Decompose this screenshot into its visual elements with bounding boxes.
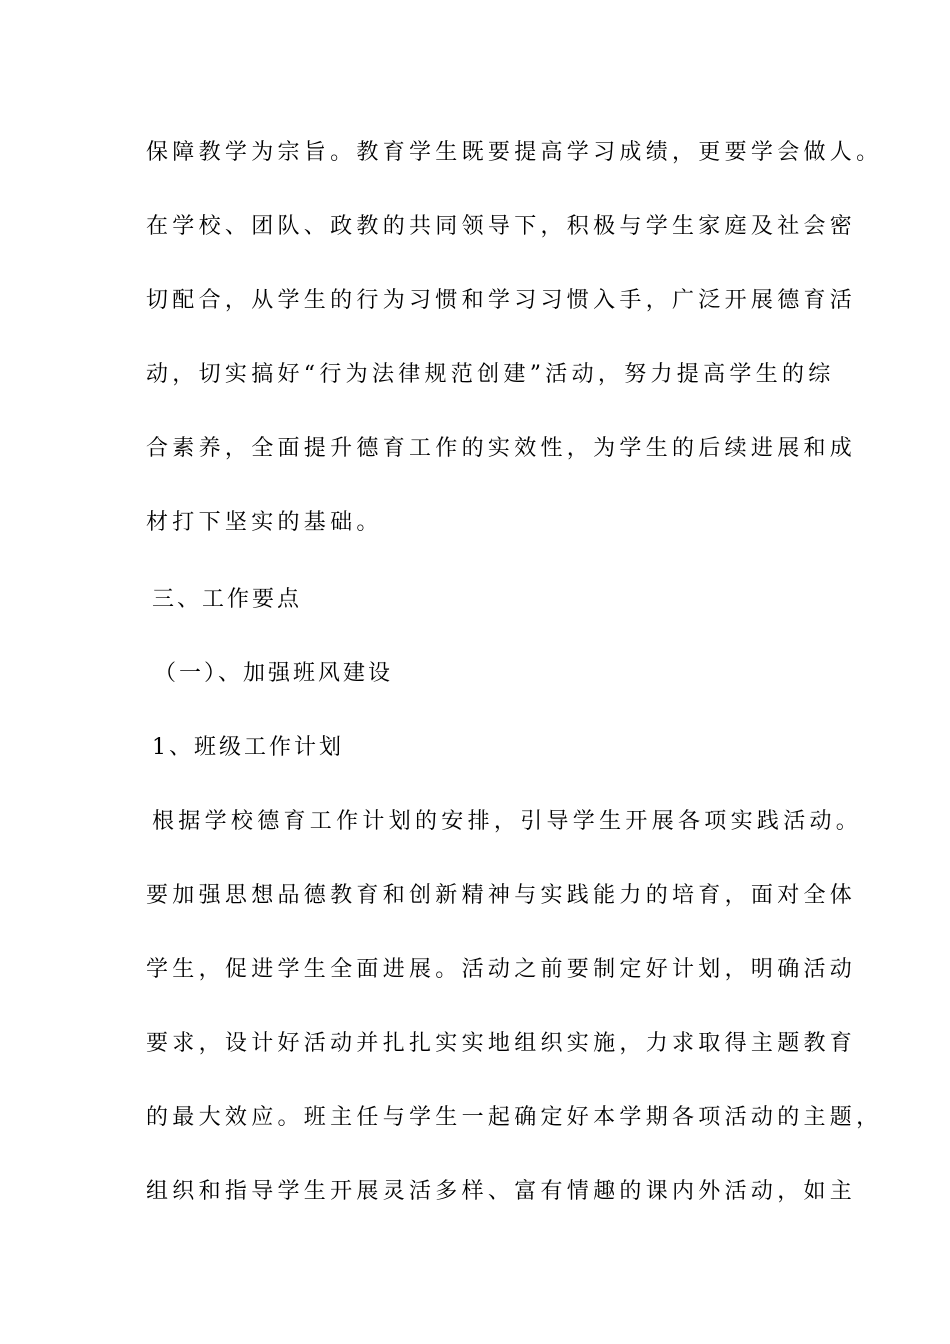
paragraph-line: 要求，设计好活动并扎扎实实地组织实施，力求取得主题教育 bbox=[146, 1031, 857, 1056]
paragraph-line: 动，切实搞好“行为法律规范创建”活动，努力提高学生的综 bbox=[146, 362, 835, 387]
subsection-heading: （一）、加强班风建设 bbox=[154, 661, 394, 686]
paragraph-line: 合素养，全面提升德育工作的实效性，为学生的后续进展和成 bbox=[146, 436, 857, 461]
paragraph-line: 学生，促进学生全面进展。活动之前要制定好计划，明确活动 bbox=[146, 957, 857, 982]
paragraph-line: 要加强思想品德教育和创新精神与实践能力的培育，面对全体 bbox=[146, 883, 857, 908]
paragraph-line: 保障教学为宗旨。教育学生既要提高学习成绩，更要学会做人。 bbox=[146, 140, 883, 165]
paragraph-line: 在学校、团队、政教的共同领导下，积极与学生家庭及社会密 bbox=[146, 214, 857, 239]
item-heading: 1、班级工作计划 bbox=[152, 735, 344, 760]
paragraph-line: 的最大效应。班主任与学生一起确定好本学期各项活动的主题， bbox=[146, 1105, 883, 1130]
paragraph-line: 切配合，从学生的行为习惯和学习习惯入手，广泛开展德育活 bbox=[146, 288, 857, 313]
paragraph-line: 材打下坚实的基础。 bbox=[146, 510, 383, 535]
section-heading: 三、工作要点 bbox=[152, 587, 303, 612]
paragraph-line: 根据学校德育工作计划的安排，引导学生开展各项实践活动。 bbox=[152, 809, 863, 834]
paragraph-line: 组织和指导学生开展灵活多样、富有情趣的课内外活动，如主 bbox=[146, 1179, 857, 1204]
